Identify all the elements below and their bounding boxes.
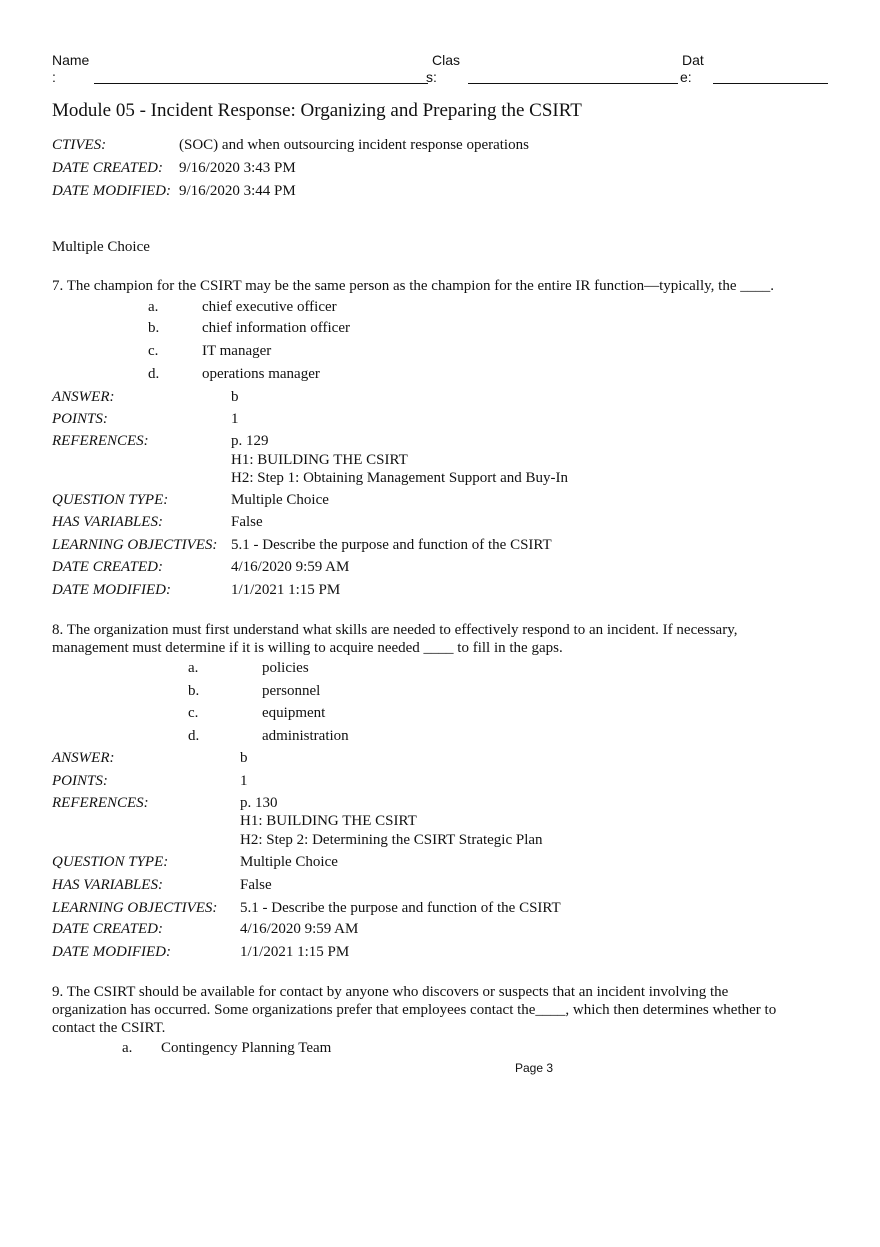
reference-line: H2: Step 1: Obtaining Management Support and Buy-In bbox=[231, 470, 569, 486]
option-letter: b. bbox=[148, 320, 160, 336]
page-title: Module 05 - Incident Response: Organizing and Preparing the CSIRT bbox=[52, 100, 582, 121]
question-stem: 8. The organization must first understand what skills are needed to effectively respond to an incident. If necessary, bbox=[52, 622, 738, 638]
date-created-value: 4/16/2020 9:59 AM bbox=[231, 559, 350, 575]
question-stem: organization has occurred. Some organizations prefer that employees contact the____, which then determines whether to bbox=[52, 1002, 777, 1018]
answer-value: b bbox=[231, 389, 239, 405]
class-field-line bbox=[468, 83, 678, 84]
option-text: Contingency Planning Team bbox=[161, 1040, 332, 1056]
name-colon: : bbox=[52, 69, 56, 85]
option-text: personnel bbox=[262, 683, 321, 699]
question-stem: 7. The champion for the CSIRT may be the same person as the champion for the entire IR function—typically, the ____. bbox=[52, 278, 774, 294]
option-letter: b. bbox=[188, 683, 200, 699]
option-text: administration bbox=[262, 728, 349, 744]
date-created-value: 4/16/2020 9:59 AM bbox=[240, 921, 359, 937]
option-letter: c. bbox=[188, 705, 199, 721]
reference-line: H2: Step 2: Determining the CSIRT Strategic Plan bbox=[240, 832, 543, 848]
option-text: IT manager bbox=[202, 343, 272, 359]
date-colon: e: bbox=[680, 69, 692, 85]
option-letter: a. bbox=[188, 660, 199, 676]
points-value: 1 bbox=[240, 773, 248, 789]
references-label: REFERENCES: bbox=[52, 433, 149, 449]
option-letter: a. bbox=[148, 299, 159, 315]
reference-line: p. 130 bbox=[240, 795, 278, 811]
answer-label: ANSWER: bbox=[52, 750, 115, 766]
date-created-label: DATE CREATED: bbox=[52, 921, 163, 937]
option-text: chief executive officer bbox=[202, 299, 337, 315]
class-colon: s: bbox=[426, 69, 437, 85]
meta-label: DATE CREATED: bbox=[52, 160, 163, 176]
answer-value: b bbox=[240, 750, 248, 766]
question-type-label: QUESTION TYPE: bbox=[52, 492, 169, 508]
question-type-label: QUESTION TYPE: bbox=[52, 854, 169, 870]
reference-line: H1: BUILDING THE CSIRT bbox=[240, 813, 417, 829]
date-modified-value: 1/1/2021 1:15 PM bbox=[231, 582, 341, 598]
option-text: equipment bbox=[262, 705, 326, 721]
option-text: policies bbox=[262, 660, 309, 676]
date-field-line bbox=[713, 83, 828, 84]
reference-line: p. 129 bbox=[231, 433, 269, 449]
class-label: Clas bbox=[432, 52, 461, 68]
option-letter: d. bbox=[148, 366, 160, 382]
reference-line: H1: BUILDING THE CSIRT bbox=[231, 452, 408, 468]
option-letter: a. bbox=[122, 1040, 133, 1056]
has-variables-value: False bbox=[231, 514, 263, 530]
learning-objectives-value: 5.1 - Describe the purpose and function of the CSIRT bbox=[240, 900, 561, 916]
question-stem: contact the CSIRT. bbox=[52, 1020, 166, 1036]
points-label: POINTS: bbox=[52, 773, 108, 789]
option-text: chief information officer bbox=[202, 320, 350, 336]
section-title: Multiple Choice bbox=[52, 239, 150, 255]
meta-label: DATE MODIFIED: bbox=[52, 183, 171, 199]
page-number: Page 3 bbox=[515, 1061, 554, 1075]
has-variables-label: HAS VARIABLES: bbox=[52, 514, 163, 530]
answer-label: ANSWER: bbox=[52, 389, 115, 405]
name-field-line bbox=[94, 83, 428, 84]
date-modified-value: 1/1/2021 1:15 PM bbox=[240, 944, 350, 960]
references-label: REFERENCES: bbox=[52, 795, 149, 811]
meta-value: 9/16/2020 3:43 PM bbox=[179, 160, 296, 176]
option-text: operations manager bbox=[202, 366, 320, 382]
question-type-value: Multiple Choice bbox=[231, 492, 329, 508]
has-variables-value: False bbox=[240, 877, 272, 893]
option-letter: c. bbox=[148, 343, 159, 359]
points-value: 1 bbox=[231, 411, 239, 427]
question-type-value: Multiple Choice bbox=[240, 854, 338, 870]
meta-value: (SOC) and when outsourcing incident response operations bbox=[179, 137, 529, 153]
option-letter: d. bbox=[188, 728, 200, 744]
date-created-label: DATE CREATED: bbox=[52, 559, 163, 575]
learning-objectives-label: LEARNING OBJECTIVES: bbox=[52, 900, 218, 916]
points-label: POINTS: bbox=[52, 411, 108, 427]
name-label: Name bbox=[52, 52, 90, 68]
question-stem: 9. The CSIRT should be available for contact by anyone who discovers or suspects that an incident involving the bbox=[52, 984, 729, 1000]
has-variables-label: HAS VARIABLES: bbox=[52, 877, 163, 893]
date-modified-label: DATE MODIFIED: bbox=[52, 582, 171, 598]
question-stem: management must determine if it is willing to acquire needed ____ to fill in the gaps. bbox=[52, 640, 563, 656]
learning-objectives-label: LEARNING OBJECTIVES: bbox=[52, 537, 218, 553]
date-modified-label: DATE MODIFIED: bbox=[52, 944, 171, 960]
learning-objectives-value: 5.1 - Describe the purpose and function of the CSIRT bbox=[231, 537, 552, 553]
meta-label: CTIVES: bbox=[52, 137, 107, 153]
meta-value: 9/16/2020 3:44 PM bbox=[179, 183, 296, 199]
date-label: Dat bbox=[682, 52, 704, 68]
